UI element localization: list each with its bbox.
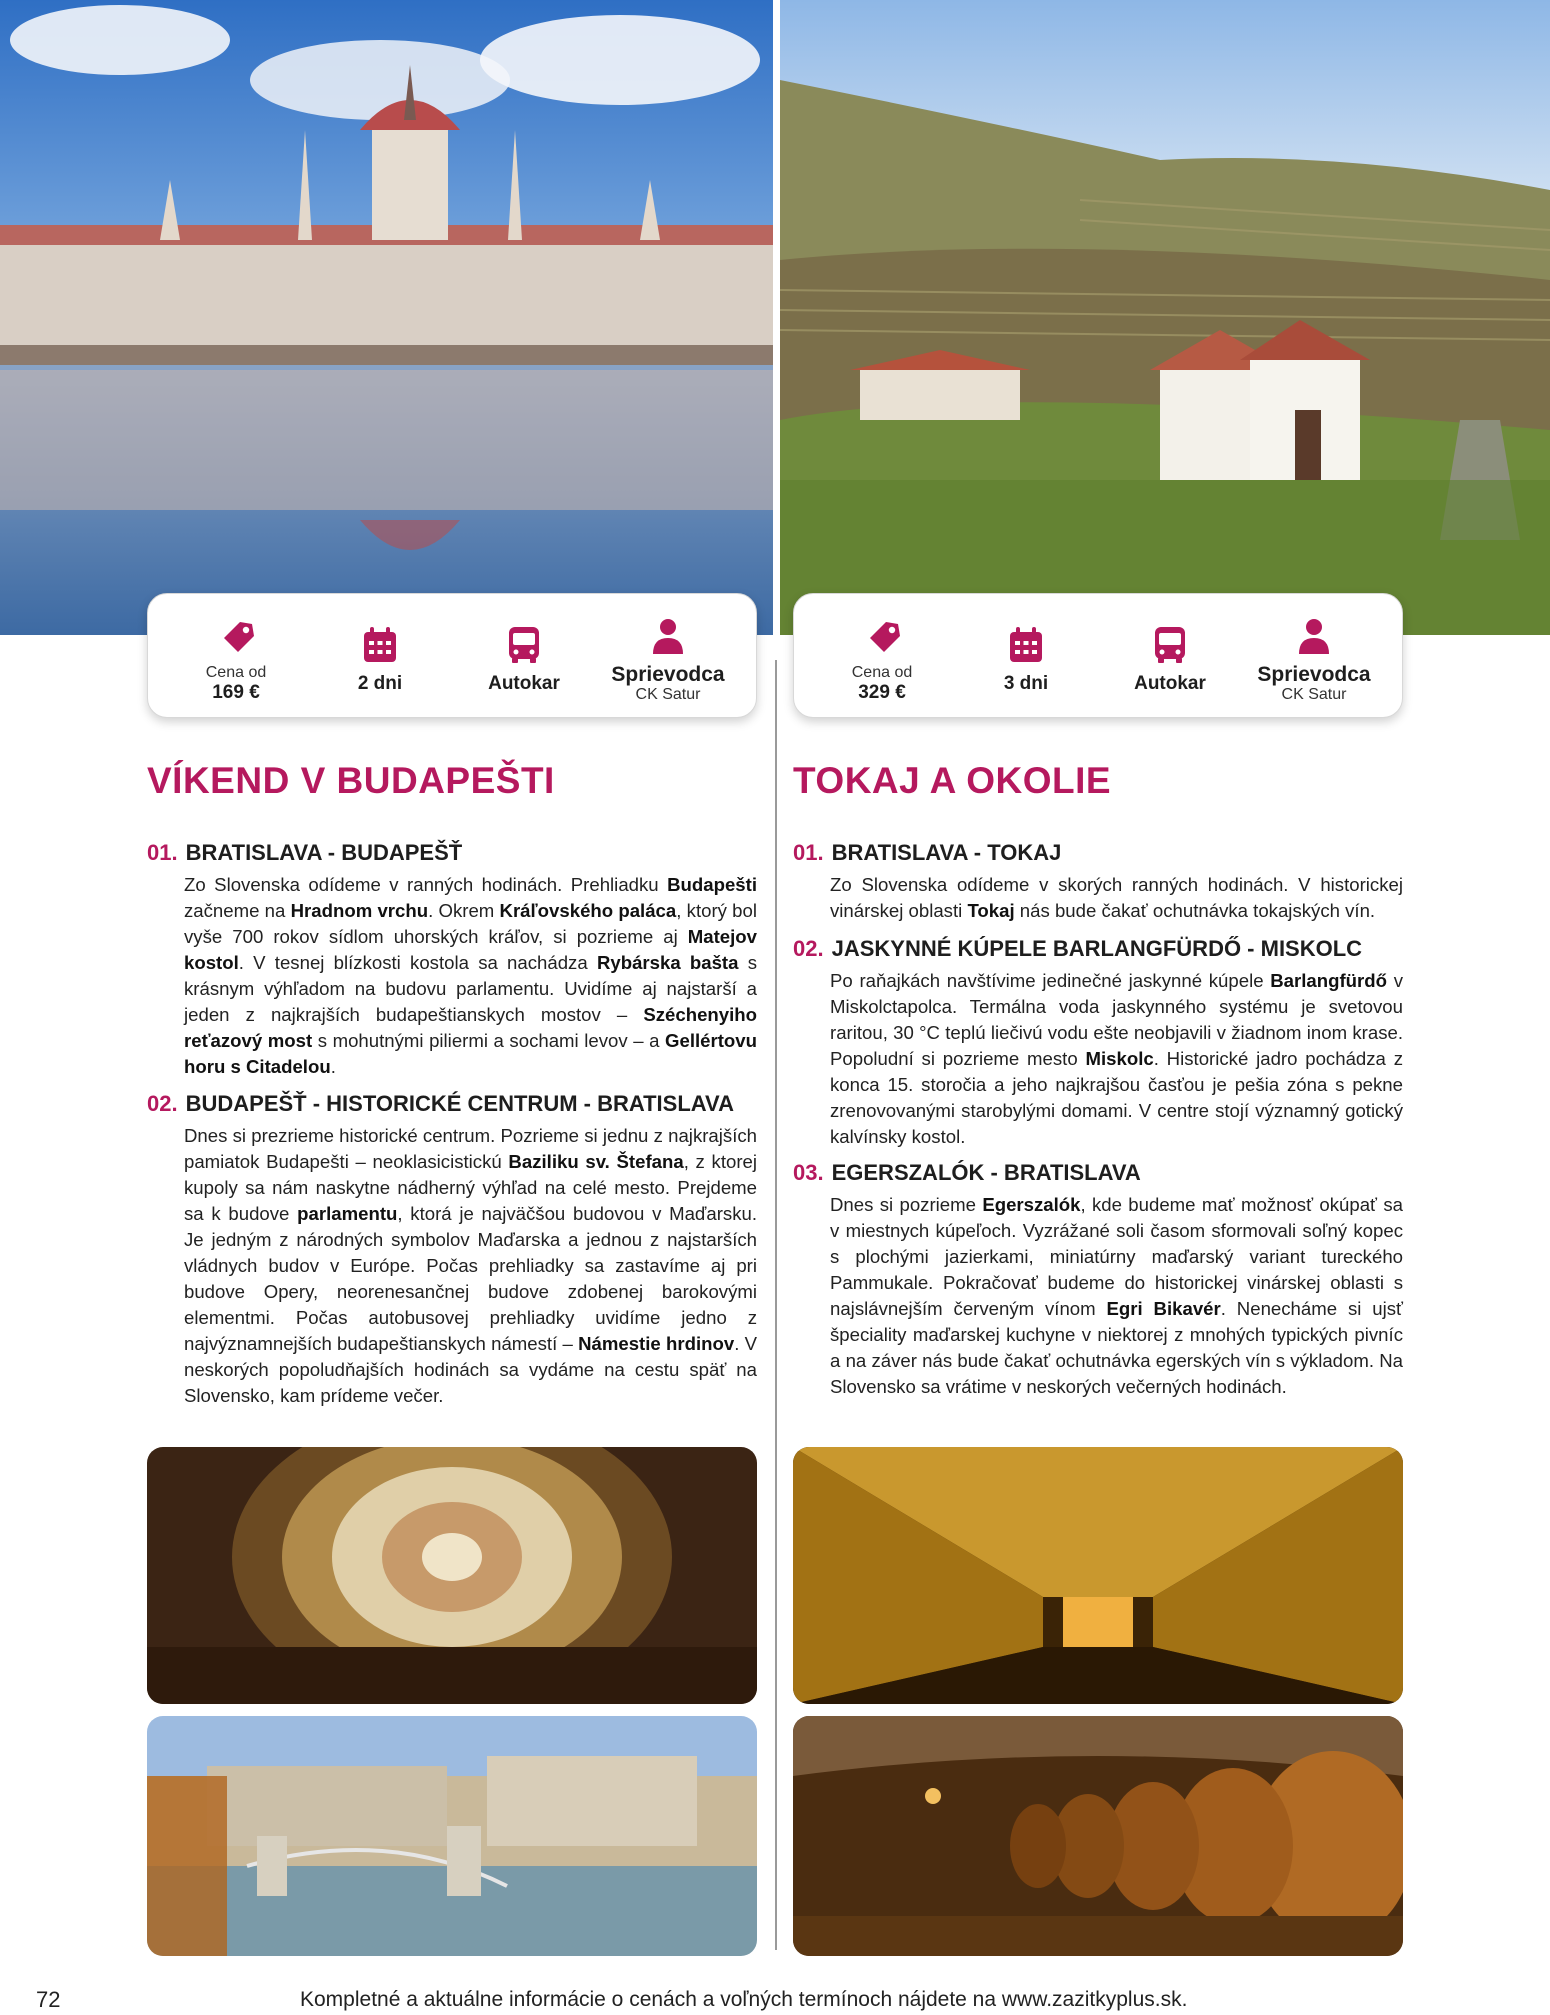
highlighted-place: Rybárska bašta [596, 952, 739, 973]
highlighted-place: Gellértovu horu s Citadelou [184, 1030, 757, 1077]
day-heading: JASKYNNÉ KÚPELE BARLANGFÜRDŐ - MISKOLC [831, 936, 1363, 961]
highlighted-place: Egri Bikavér [1106, 1298, 1221, 1319]
highlighted-place: Kráľovského paláca [499, 900, 677, 921]
text-run: Dnes si prezrieme historické centrum. Pozrieme si jednu z najkrajších pamiatok Budapešti – neoklasicistickú [184, 1125, 757, 1172]
price-value: 169 € [212, 681, 260, 703]
price-info [171, 608, 301, 704]
text-run: v Miskolctapolca. Termálna voda jaskynného systému je svetovou raritou, 30 °C teplú liečivú vodu ešte neobjavili v žiadnom inom krase. Popoludní si pozrieme mesto [830, 970, 1403, 1069]
highlighted-place: Széchenyiho reťazový most [184, 1004, 757, 1051]
trip-title-budapest: VÍKEND V BUDAPEŠTI [147, 760, 555, 801]
guide-sub: CK Satur [1281, 685, 1347, 703]
highlighted-place: Budapešti [667, 874, 757, 895]
text-run: . [330, 1056, 336, 1077]
text-run: . V tesnej blízkosti kostola sa nachádza [238, 952, 597, 973]
day-description [830, 1192, 1403, 1400]
text-run: , kde budeme mať možnosť okúpať sa v miestnych kúpeľoch. Vyzrážané soli časom sformovali soľný kopec s plochými jazierkami, miniatúrny maďarský variant tureckého Pammukale. Pokračovať budeme do historickej vinárskej oblasti s najslávnejším červeným vínom [830, 1194, 1403, 1319]
duration-info [315, 617, 445, 695]
page-number: 72 [36, 1987, 61, 2012]
guide-sub: CK Satur [635, 685, 701, 703]
text-run: . V neskorých popoludňajších hodinách sa vydáme na cestu späť na Slovensko, kam prídeme večer. [184, 1333, 757, 1406]
text-run: . Okrem [428, 900, 500, 921]
text-run: s mohutnými piliermi a sochami levov – a [312, 1030, 666, 1051]
trip-info-card-budapest [147, 593, 757, 718]
itinerary-day-2-budapest [147, 1091, 757, 1409]
price-label: Cena od [205, 663, 267, 681]
guide-title: Sprievodca [1257, 662, 1371, 686]
day-number: 01. [147, 840, 178, 865]
guide-title: Sprievodca [611, 662, 725, 686]
day-heading: BRATISLAVA - BUDAPEŠŤ [185, 840, 463, 865]
day-description [184, 1123, 757, 1409]
column-divider [775, 660, 777, 1950]
day-heading: BUDAPEŠŤ - HISTORICKÉ CENTRUM - BRATISLAVA [185, 1091, 734, 1116]
day-heading: EGERSZALÓK - BRATISLAVA [831, 1160, 1141, 1185]
bus-icon [504, 617, 544, 665]
text-run: Zo Slovenska odídeme v skorých ranných hodinách. V historickej vinárskej oblasti [830, 874, 1403, 921]
highlighted-place: parlamentu [297, 1203, 398, 1224]
text-run: . Nenecháme si ujsť špeciality maďarskej kuchyne v niektorej z mnohých typických pivníc a na záver nás bude čakať ochutnávka egerských vín s výkladom. Na Slovensko sa vrátime v neskorých večerných hodinách. [830, 1298, 1404, 1397]
text-run: nás bude čakať ochutnávka tokajských vín. [1014, 900, 1376, 921]
transport-value: Autokar [488, 672, 560, 694]
price-info [817, 608, 947, 704]
text-run: , z ktorej kupoly sa nám naskytne nádherný výhľad na celé mesto. Prejdeme sa k budove [184, 1151, 758, 1224]
day-description [830, 968, 1403, 1150]
hero-photo-tokaj-vineyard [780, 0, 1550, 635]
calendar-icon [1006, 617, 1046, 665]
highlighted-place: Tokaj [967, 900, 1015, 921]
highlighted-place: Barlangfürdő [1270, 970, 1387, 991]
highlighted-place: Námestie hrdinov [578, 1333, 735, 1354]
transport-info [459, 617, 589, 695]
guide-info [1249, 608, 1379, 704]
text-run: začneme na [184, 900, 291, 921]
highlighted-place: Matejov kostol [184, 926, 757, 973]
price-value: 329 € [858, 681, 906, 703]
itinerary-day-1-tokaj [793, 840, 1403, 924]
transport-value: Autokar [1134, 672, 1206, 694]
itinerary-day-2-tokaj [793, 936, 1403, 1150]
itinerary-day-1-budapest [147, 840, 757, 1080]
duration-value: 3 dni [1003, 672, 1049, 694]
photo-chain-bridge [147, 1716, 757, 1956]
trip-title-tokaj: TOKAJ A OKOLIE [793, 760, 1112, 801]
text-run: Zo Slovenska odídeme v ranných hodinách. Prehliadku [184, 874, 668, 895]
highlighted-place: Hradnom vrchu [290, 900, 429, 921]
day-description [184, 872, 757, 1080]
text-run: . Historické jadro pochádza z konca 15. storočia a jeho najkrajšou časťou je pešia zóna s pekne zrenovovanými starobylými domami. V centre stojí významný gotický kalvínsky kostol. [830, 1048, 1403, 1147]
price-tag-icon [216, 608, 256, 656]
guide-person-icon [648, 608, 688, 656]
transport-info [1105, 617, 1235, 695]
calendar-icon [360, 617, 400, 665]
day-number: 03. [793, 1160, 824, 1185]
hero-photo-budapest-parliament [0, 0, 773, 635]
photo-wine-barrels [793, 1716, 1403, 1956]
photo-wine-cellar-tunnel [793, 1447, 1403, 1704]
day-number: 02. [793, 936, 824, 961]
highlighted-place: Miskolc [1085, 1048, 1154, 1069]
text-run: Dnes si pozrieme [830, 1194, 983, 1215]
duration-info [961, 617, 1091, 695]
duration-value: 2 dni [357, 672, 403, 694]
photo-basilica-dome [147, 1447, 757, 1704]
day-heading: BRATISLAVA - TOKAJ [831, 840, 1062, 865]
footer-info: Kompletné a aktuálne informácie o cenách a voľných termínoch nájdete na www.zazitkyplus.sk. [300, 1988, 1188, 2011]
bus-icon [1150, 617, 1190, 665]
text-run: s krásnym výhľadom na budovu parlamentu. Uvidíme aj najstarší a jeden z najkrajších budapeštianskych mostov – [184, 952, 757, 1025]
text-run: , ktorý bol vyše 700 rokov sídlom uhorských kráľov, si pozrieme aj [184, 900, 757, 947]
itinerary-day-3-tokaj [793, 1160, 1403, 1400]
guide-person-icon [1294, 608, 1334, 656]
text-run: , ktorá je najväčšou budovou v Maďarsku. Je jedným z národných symbolov Maďarska a jednou z najstarších vládnych budov v Európe. Počas prehliadky sa zastavíme aj pri budove Opery, neorenesančnej budove zdobenej barokovými elementmi. Počas autobusovej prehliadky uvidíme jedno z najvýznamnejších budapeštianskych námestí – [184, 1203, 758, 1354]
text-run: Po raňajkách navštívime jedinečné jaskynné kúpele [830, 970, 1271, 991]
price-label: Cena od [851, 663, 913, 681]
price-tag-icon [862, 608, 902, 656]
day-description [830, 872, 1403, 924]
guide-info [603, 608, 733, 704]
highlighted-place: Egerszalók [982, 1194, 1081, 1215]
day-number: 01. [793, 840, 824, 865]
day-number: 02. [147, 1091, 178, 1116]
trip-info-card-tokaj [793, 593, 1403, 718]
highlighted-place: Baziliku sv. Štefana [508, 1151, 684, 1172]
